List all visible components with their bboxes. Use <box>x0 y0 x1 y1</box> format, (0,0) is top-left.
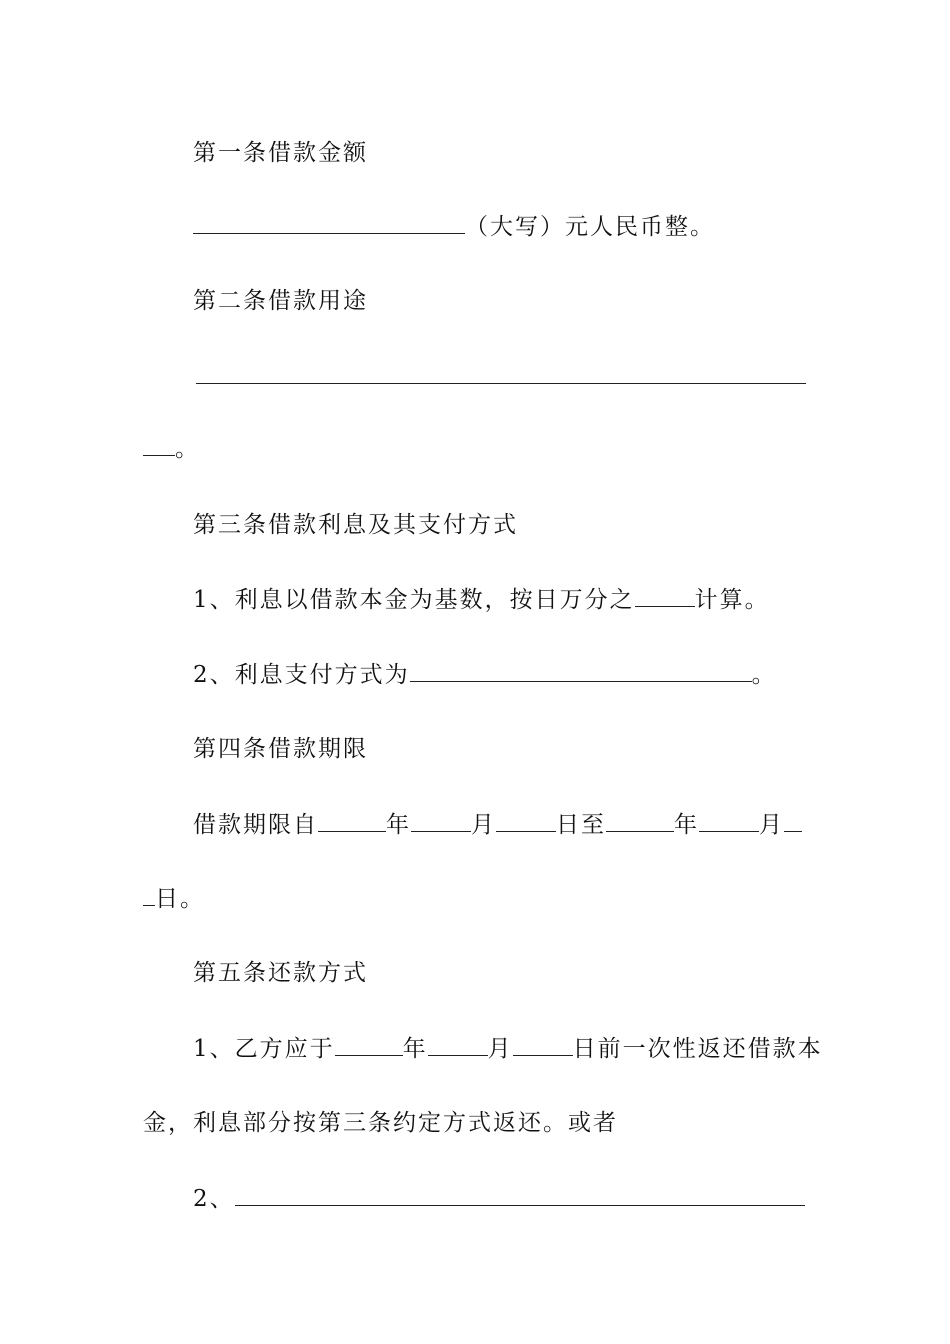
repay-day-blank <box>513 1035 573 1056</box>
article-5-item-1-cont: 金，利息部分按第三条约定方式返还。或者 <box>143 1110 618 1136</box>
article-2-title: 第二条借款用途 <box>193 288 368 314</box>
article-5-item-2: 2、 <box>143 1184 873 1214</box>
repay-month-blank <box>428 1035 488 1056</box>
end-month-blank <box>699 811 759 832</box>
end-year-blank <box>606 811 674 832</box>
end-day-blank-tail <box>143 885 155 906</box>
article-5-title: 第五条还款方式 <box>193 960 368 986</box>
article-4-title: 第四条借款期限 <box>193 736 368 762</box>
start-day-blank <box>496 811 556 832</box>
purpose-blank-end: 。 <box>143 434 823 464</box>
start-year-blank <box>318 811 386 832</box>
article-4-period-end: 日。 <box>143 884 823 914</box>
start-month-blank <box>411 811 471 832</box>
article-5-item-1: 1、乙方应于 年 月 日前一次性返还借款本 <box>193 1036 823 1062</box>
article-4-period-line: 借款期限自 年 月 日至 年 月 <box>143 810 873 840</box>
amount-blank <box>193 213 465 234</box>
article-3-item-2: 2、利息支付方式为 。 <box>193 662 777 688</box>
interest-rate-blank <box>635 586 695 607</box>
article-3-item-1: 1、利息以借款本金为基数，按日万分之 计算。 <box>193 587 770 613</box>
purpose-blank-tail <box>143 435 175 456</box>
article-1-title: 第一条借款金额 <box>193 140 368 166</box>
repay-year-blank <box>335 1035 403 1056</box>
payment-method-blank <box>410 661 752 682</box>
end-day-blank <box>784 811 802 832</box>
repay-alternative-blank <box>235 1185 805 1206</box>
purpose-blank-line <box>196 383 806 384</box>
article-1-amount-line: （大写）元人民币整。 <box>143 212 873 242</box>
article-3-title: 第三条借款利息及其支付方式 <box>193 512 518 538</box>
